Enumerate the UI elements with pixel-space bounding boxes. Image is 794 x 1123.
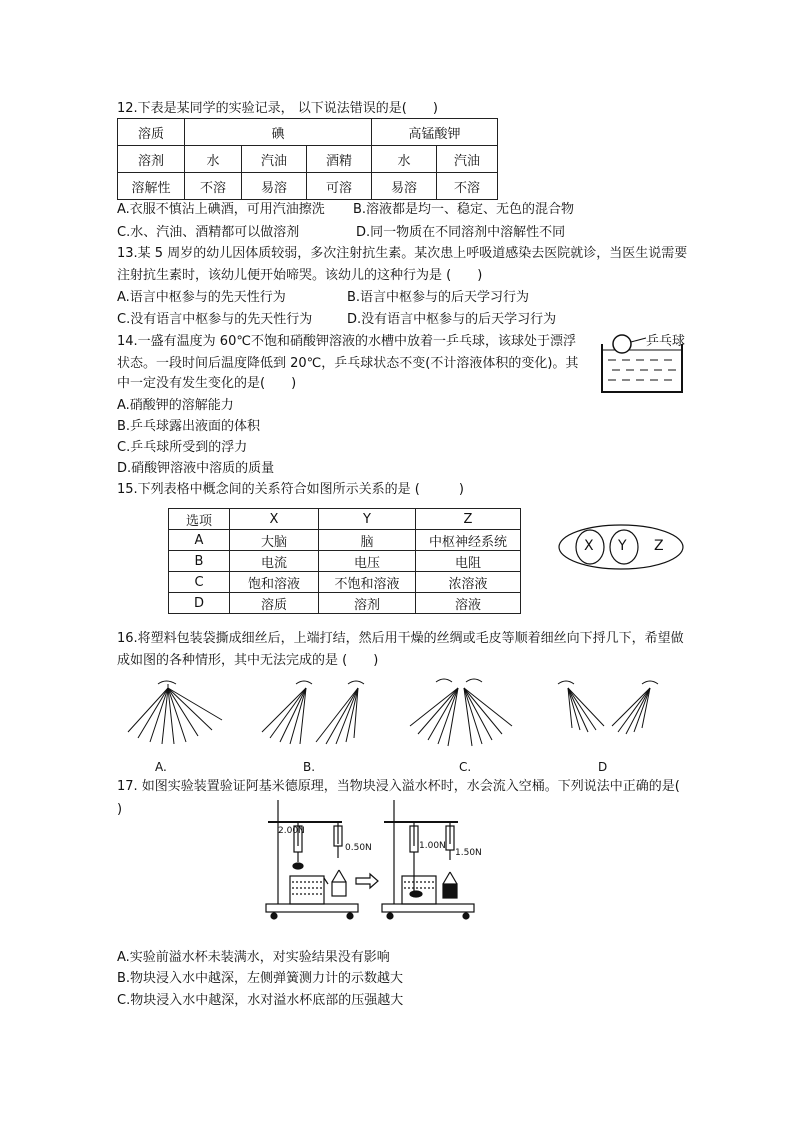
table-cell: 水	[185, 146, 242, 173]
q17-stem-line2: )	[117, 802, 123, 817]
table-cell: 大脑	[230, 530, 319, 551]
table-cell: 浓溶液	[416, 572, 521, 593]
reading-left-after: 1.00N	[419, 841, 446, 851]
table-cell: 饱和溶液	[230, 572, 319, 593]
q12-option-b: B.溶液都是均一、稳定、无色的混合物	[353, 202, 575, 217]
q16-stem-line1: 16.将塑料包装袋撕成细丝后，上端打结，然后用干燥的丝绸或毛皮等顺着细丝向下捋几下，希望做	[117, 631, 684, 646]
q14-stem-line1: 14.一盛有温度为 60℃不饱和硝酸钾溶液的水槽中放着一乒乓球，该球处于漂浮	[117, 334, 576, 349]
table-cell: 中枢神经系统	[416, 530, 521, 551]
venn-label-z: Z	[654, 538, 664, 554]
q17-stem-line1: 17. 如图实验装置验证阿基米德原理，当物块浸入溢水杯时，水会流入空桶。下列说法中正确的是(	[117, 779, 680, 794]
table-cell: Y	[319, 509, 416, 530]
reading-right-before: 0.50N	[345, 843, 372, 853]
table-cell: 电阻	[416, 551, 521, 572]
table-cell: 溶质	[118, 119, 185, 146]
table-cell: X	[230, 509, 319, 530]
table-cell: 不饱和溶液	[319, 572, 416, 593]
q12-option-d: D.同一物质在不同溶剂中溶解性不同	[356, 225, 566, 240]
q12-option-c: C.水、汽油、酒精都可以做溶剂	[117, 225, 300, 240]
reading-right-after: 1.50N	[455, 848, 482, 858]
table-cell: C	[169, 572, 230, 593]
q17-option-a: A.实验前溢水杯未装满水，对实验结果没有影响	[117, 950, 390, 965]
table-cell: 易溶	[242, 173, 307, 200]
table-cell: A	[169, 530, 230, 551]
table-cell: 选项	[169, 509, 230, 530]
q14-option-a: A.硝酸钾的溶解能力	[117, 398, 234, 413]
table-cell: 不溶	[437, 173, 498, 200]
table-cell: 电流	[230, 551, 319, 572]
q13-option-d: D.没有语言中枢参与的后天学习行为	[347, 312, 557, 327]
q14-option-b: B.乒乓球露出液面的体积	[117, 419, 261, 434]
table-cell: 电压	[319, 551, 416, 572]
table-cell: 易溶	[372, 173, 437, 200]
table-cell: 溶解性	[118, 173, 185, 200]
q13-stem-line2: 注射抗生素时，该幼儿便开始啼哭。该幼儿的这种行为是 ( )	[117, 268, 483, 283]
venn-label-x: X	[584, 538, 594, 554]
q12-stem: 12.下表是某同学的实验记录， 以下说法错误的是( )	[117, 101, 438, 116]
q16-stem-line2: 成如图的各种情形，其中无法完成的是 ( )	[117, 653, 379, 668]
q16-label-c: C.	[459, 760, 472, 774]
q14-option-c: C.乒乓球所受到的浮力	[117, 440, 248, 455]
table-cell: 不溶	[185, 173, 242, 200]
q14-stem-line2: 状态。一段时间后温度降低到 20℃，乒乓球状态不变(不计溶液体积的变化)。其	[117, 356, 579, 371]
table-cell: 碘	[185, 119, 372, 146]
venn-label-y: Y	[618, 538, 627, 554]
plastic-strands-figure	[120, 676, 700, 756]
archimedes-apparatus-figure	[258, 796, 488, 924]
table-cell: D	[169, 593, 230, 614]
table-row	[169, 593, 521, 614]
table-cell: 高锰酸钾	[372, 119, 498, 146]
q16-label-b: B.	[303, 760, 316, 774]
table-cell: B	[169, 551, 230, 572]
ping-pong-label: 乒乓球	[646, 334, 686, 349]
table-cell: 溶液	[416, 593, 521, 614]
q13-option-c: C.没有语言中枢参与的先天性行为	[117, 312, 313, 327]
table-row	[169, 572, 521, 593]
q15-table	[168, 508, 521, 614]
q14-stem-line3: 中一定没有发生变化的是( )	[117, 376, 297, 391]
table-cell: 可溶	[307, 173, 372, 200]
table-cell: Z	[416, 509, 521, 530]
q16-label-a: A.	[155, 760, 167, 774]
q13-option-b: B.语言中枢参与的后天学习行为	[347, 290, 530, 305]
reading-left-before: 2.00N	[278, 826, 305, 836]
table-cell: 溶质	[230, 593, 319, 614]
q17-option-b: B.物块浸入水中越深，左侧弹簧测力计的示数越大	[117, 971, 404, 986]
q16-label-d: D	[598, 760, 608, 774]
table-cell: 溶剂	[118, 146, 185, 173]
q14-option-d: D.硝酸钾溶液中溶质的质量	[117, 461, 275, 476]
table-cell: 溶剂	[319, 593, 416, 614]
q15-stem: 15.下列表格中概念间的关系符合如图所示关系的是 ( )	[117, 482, 464, 497]
table-cell: 脑	[319, 530, 416, 551]
q12-option-a: A.衣服不慎沾上碘酒，可用汽油擦洗	[117, 202, 325, 217]
table-cell: 汽油	[242, 146, 307, 173]
table-cell: 水	[372, 146, 437, 173]
q13-stem-line1: 13.某 5 周岁的幼儿因体质较弱，多次注射抗生素。某次患上呼吸道感染去医院就诊，当医生说需要	[117, 246, 688, 261]
q17-option-c: C.物块浸入水中越深，水对溢水杯底部的压强越大	[117, 993, 404, 1008]
table-cell: 酒精	[307, 146, 372, 173]
table-cell: 汽油	[437, 146, 498, 173]
table-row	[169, 551, 521, 572]
q13-option-a: A.语言中枢参与的先天性行为	[117, 290, 286, 305]
table-row	[169, 530, 521, 551]
q12-table	[117, 118, 498, 200]
